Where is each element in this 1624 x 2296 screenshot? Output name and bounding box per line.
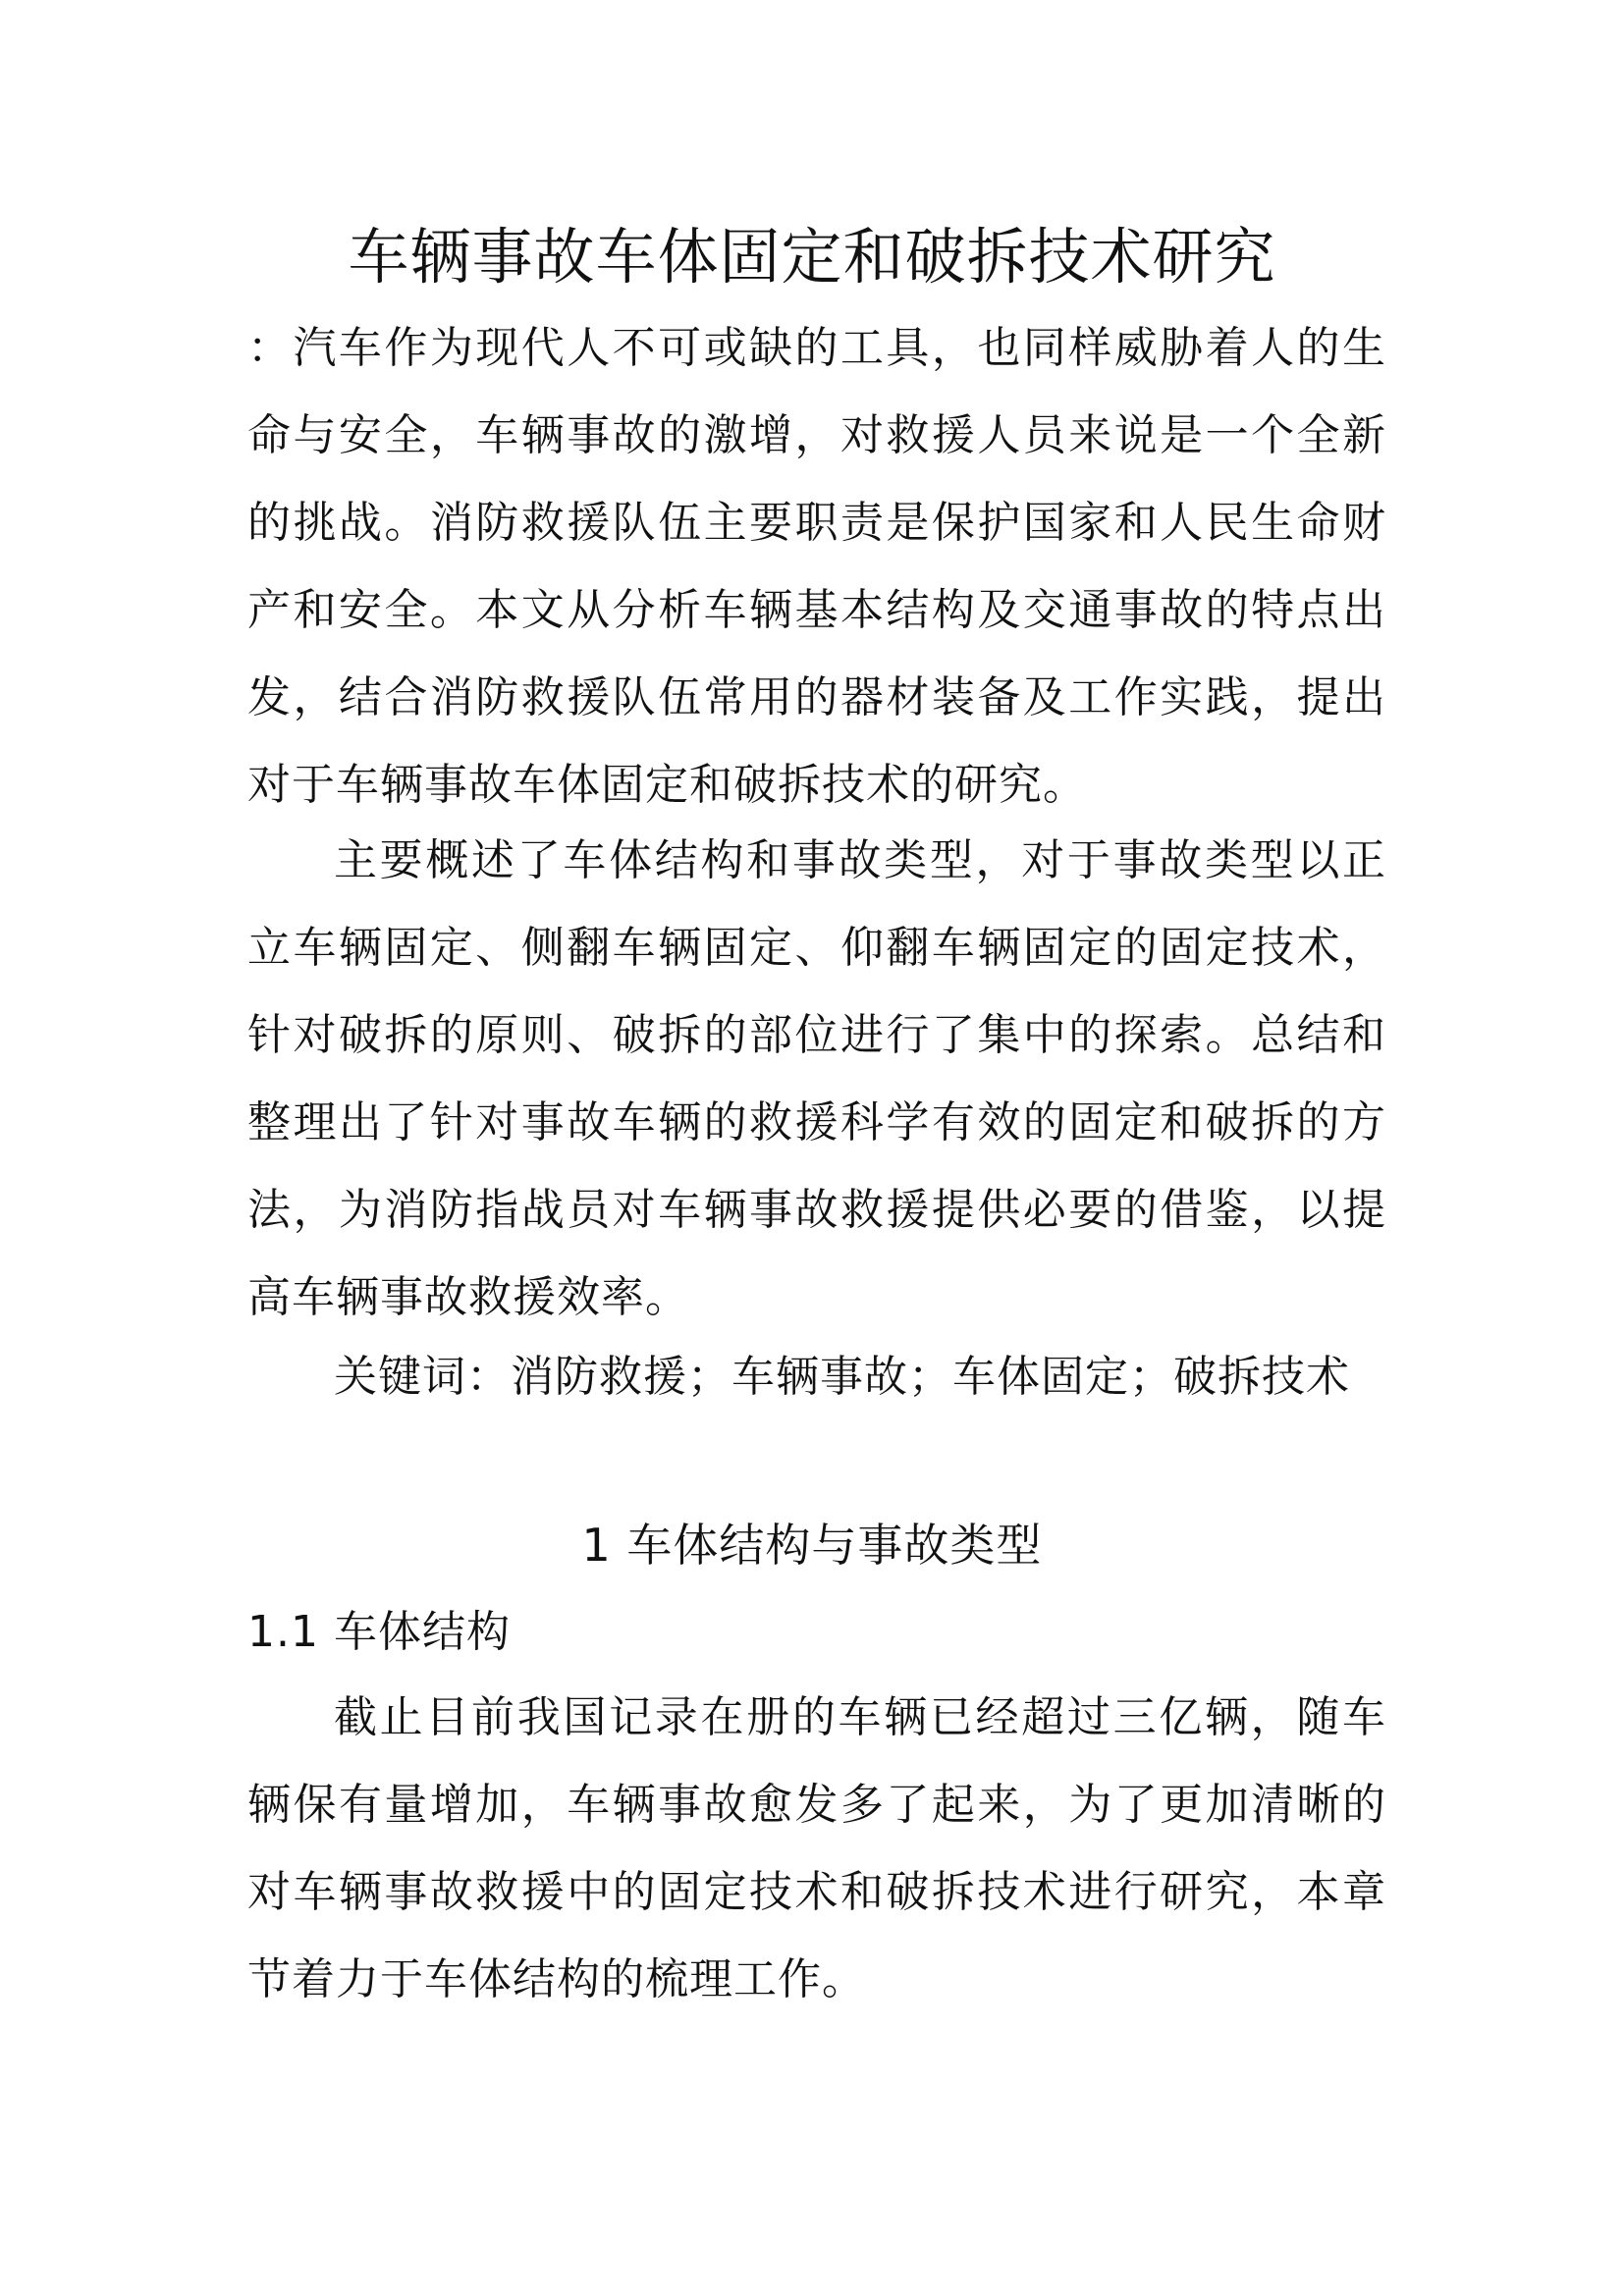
summary-paragraph: 主要概述了车体结构和事故类型，对于事故类型以正立车辆固定、侧翻车辆固定、仰翻车辆固定的固定技术，针对破拆的原则、破拆的部位进行了集中的探索。总结和整理出了针对事故车辆的救援科学有效的固定和破拆的方法，为消防指战员对车辆事故救援提供必要的借鉴，以提高车辆事故救援效率。 [247, 835, 1386, 1322]
keywords-line: 关键词：消防救援；车辆事故；车体固定；破拆技术 [334, 1352, 1350, 1402]
body-paragraph: 截止目前我国记录在册的车辆已经超过三亿辆，随车辆保有量增加，车辆事故愈发多了起来，为了更加清晰的对车辆事故救援中的固定技术和破拆技术进行研究，本章节着力于车体结构的梳理工作。 [247, 1692, 1386, 2004]
subsection-heading: 1.1 车体结构 [247, 1607, 511, 1657]
abstract-paragraph: ：汽车作为现代人不可或缺的工具，也同样威胁着人的生命与安全，车辆事故的激增，对救援人员来说是一个全新的挑战。消防救援队伍主要职责是保护国家和人民生命财产和安全。本文从分析车辆基本结构及交通事故的特点出发，结合消防救援队伍常用的器材装备及工作实践，提出对于车辆事故车体固定和破拆技术的研究。 [247, 323, 1386, 810]
section-heading: 1 车体结构与事故类型 [581, 1519, 1043, 1572]
document-title: 车辆事故车体固定和破拆技术研究 [348, 221, 1276, 293]
